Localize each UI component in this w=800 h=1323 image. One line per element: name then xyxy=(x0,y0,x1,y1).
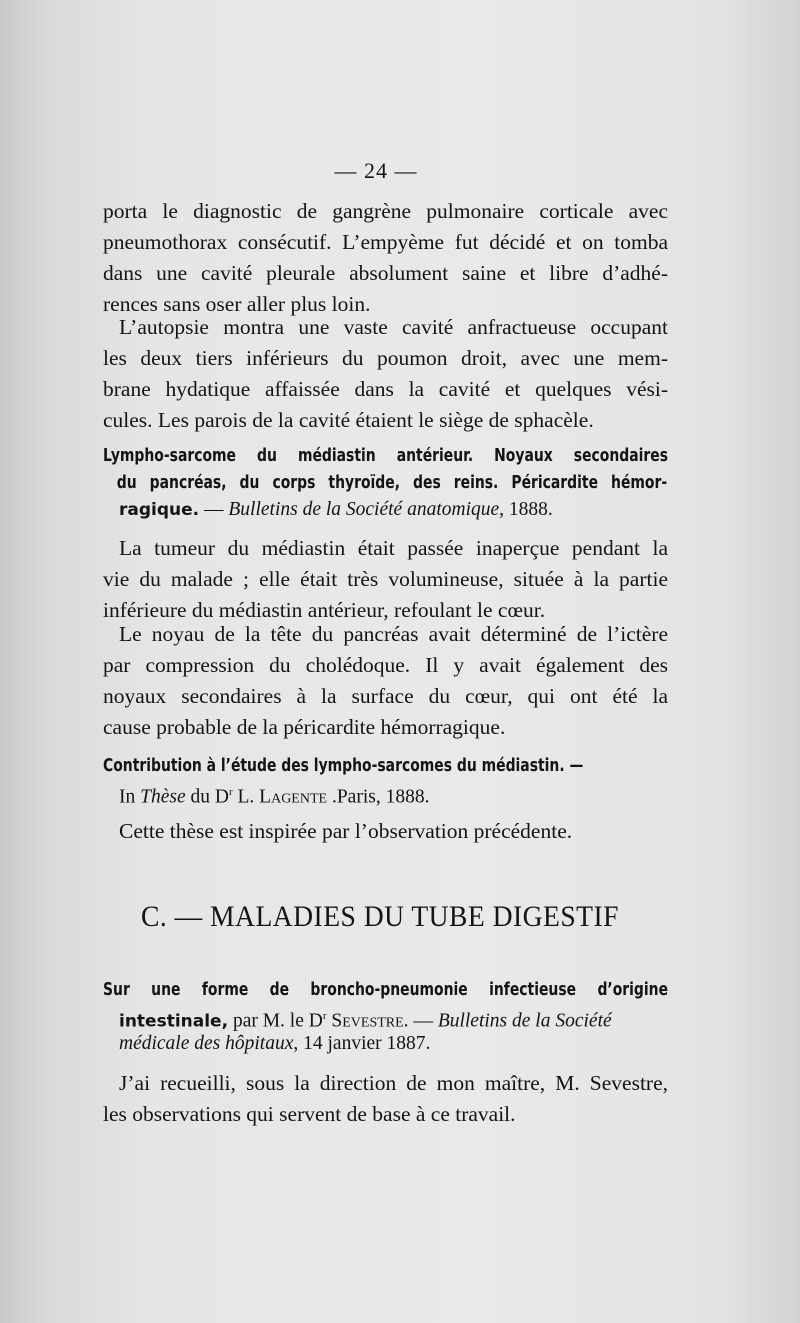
ref-dash: — xyxy=(408,1010,438,1032)
ref-dash: — xyxy=(199,499,229,520)
bibliography-entry-broncho-pneumonie xyxy=(103,976,668,1057)
text-line: La tumeur du médiastin était passée inaperçue pendant la xyxy=(119,536,668,560)
text-line: L’autopsie montra une vaste cavité anfractueuse occupant xyxy=(119,315,668,339)
section-heading: C. — MALADIES DU TUBE DIGESTIF xyxy=(141,900,619,933)
page-number: — 24 — xyxy=(334,158,418,183)
journal-name: Bulletins de la Société anatomique xyxy=(228,499,500,520)
author-name: Sevestre. xyxy=(326,1010,409,1032)
author-name: L. Lagente xyxy=(232,786,328,808)
bibliography-entry-contribution xyxy=(103,752,668,806)
entry-reference xyxy=(103,496,668,523)
paragraph-continuation xyxy=(103,196,668,320)
entry-reference-line xyxy=(103,1030,668,1057)
paragraph-autopsy xyxy=(103,312,668,436)
entry-title-line: du pancréas, du corps thyroïde, des reins. Péricardite hémor- xyxy=(116,472,668,493)
text-line: porta le diagnostic de gangrène pulmonaire corticale avec xyxy=(103,199,668,223)
bibliography-entry-lympho-sarcome xyxy=(103,442,668,523)
text-line: pneumothorax consécutif. L’empyème fut décidé et on tomba xyxy=(103,230,668,254)
paragraph-tumeur xyxy=(103,533,668,626)
entry-reference-line xyxy=(103,1003,668,1030)
ref-these: Thèse xyxy=(140,786,186,808)
text-line: Cette thèse est inspirée par l’observation précédente. xyxy=(119,819,573,843)
journal-name-cont: médicale des hôpitaux xyxy=(119,1033,294,1054)
entry-title-line: Lympho-sarcome du médiastin antérieur. Noyaux secondaires xyxy=(103,445,669,466)
paragraph-these xyxy=(103,816,668,847)
text-line: vie du malade ; elle était très volumineuse, située à la partie xyxy=(103,567,668,591)
ref-in: In xyxy=(119,786,141,808)
text-line: brane hydatique affaissée dans la cavité et quelques vési- xyxy=(103,377,668,401)
text-line: par compression du cholédoque. Il y avait également des xyxy=(103,653,668,677)
text-line: les observations qui servent de base à ce travail. xyxy=(103,1102,516,1126)
paragraph-recueilli xyxy=(103,1068,668,1130)
entry-reference xyxy=(103,779,668,806)
journal-name: Bulletins de la Société xyxy=(437,1010,612,1032)
ref-rest: .Paris, 1888. xyxy=(327,786,430,808)
text-line: dans une cavité pleurale absolument saine et libre d’adhé- xyxy=(103,261,668,285)
paragraph-noyau xyxy=(103,619,668,743)
text-line: noyaux secondaires à la surface du cœur, qui ont été la xyxy=(103,684,668,708)
text-line: Le noyau de la tête du pancréas avait déterminé de l’ictère xyxy=(119,622,668,646)
text-line: inférieure du médiastin antérieur, refoulant le cœur. xyxy=(103,598,546,622)
text-line: cause probable de la péricardite hémorragique. xyxy=(103,715,506,739)
ref-sup: r xyxy=(322,1010,327,1022)
text-line: les deux tiers inférieurs du poumon droit, avec une mem- xyxy=(103,346,668,370)
entry-title-end: ragique. xyxy=(119,500,200,520)
entry-title-end: intestinale, xyxy=(119,1011,229,1032)
ref-sup: r xyxy=(228,786,233,798)
entry-title-line: Sur une forme de broncho-pneumonie infectieuse d’origine xyxy=(103,979,669,1000)
text-line: J’ai recueilli, sous la direction de mon maître, M. Sevestre, xyxy=(119,1071,668,1095)
ref-date: , 14 janvier 1887. xyxy=(293,1033,431,1054)
entry-title-line: Contribution à l’étude des lympho-sarcomes du médiastin. — xyxy=(103,755,584,776)
ref-par: par M. le D xyxy=(228,1010,323,1032)
ref-year: , 1888. xyxy=(499,499,553,520)
ref-du: du D xyxy=(185,786,229,808)
text-line: cules. Les parois de la cavité étaient le siège de sphacèle. xyxy=(103,408,594,432)
text-line: rences sans oser aller plus loin. xyxy=(103,292,371,316)
